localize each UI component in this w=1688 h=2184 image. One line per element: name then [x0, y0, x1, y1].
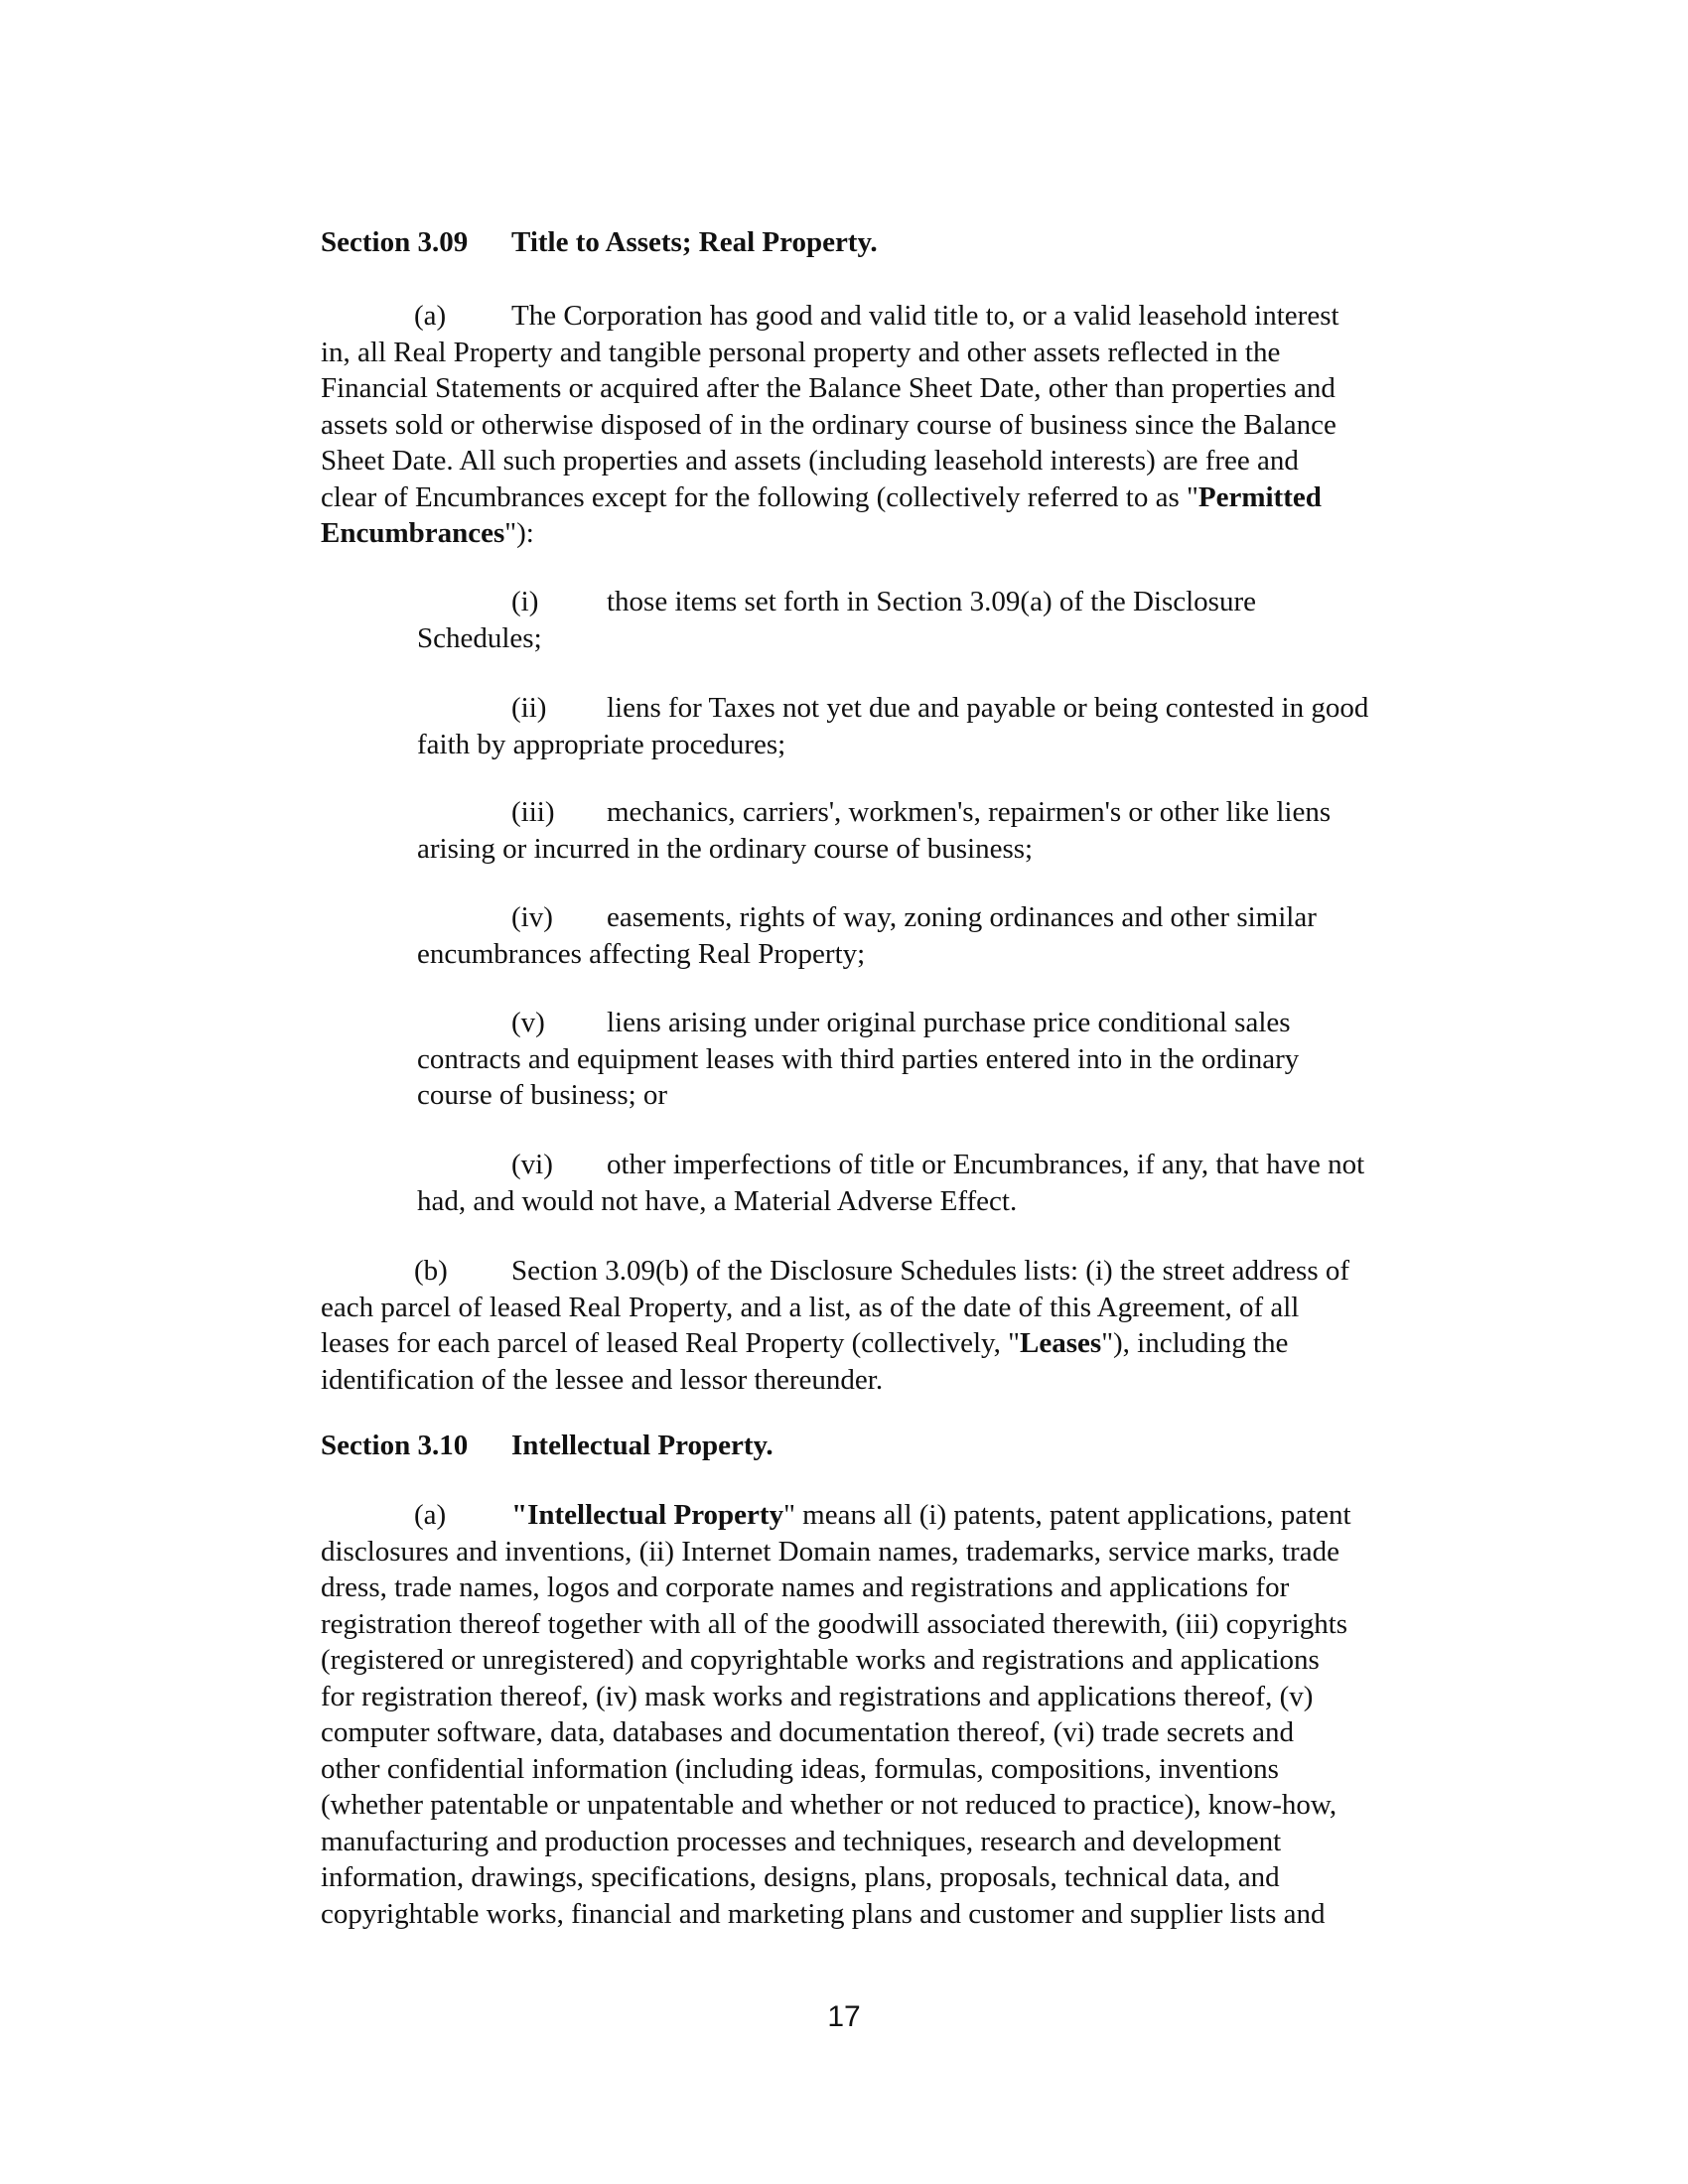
- paragraph-line: copyrightable works, financial and marketing plans and customer and supplier lists and: [321, 1897, 1326, 1930]
- paragraph-line: (b) Section 3.09(b) of the Disclosure Schedules lists: (i) the street address of: [321, 1253, 1458, 1290]
- paragraph-line: (whether patentable or unpatentable and whether or not reduced to practice), know-how,: [321, 1789, 1337, 1821]
- paragraph-line: faith by appropriate procedures;: [417, 728, 786, 760]
- section-number: Section 3.10: [321, 1430, 469, 1461]
- clause-label: (b): [414, 1255, 448, 1287]
- clause-label: (i): [511, 586, 539, 617]
- paragraph-line: identification of the lessee and lessor thereunder.: [321, 1363, 884, 1396]
- paragraph-line: (registered or unregistered) and copyrightable works and registrations and applications: [321, 1644, 1320, 1676]
- defined-term: "Intellectual Property: [511, 1499, 784, 1531]
- paragraph-line: (i) those items set forth in Section 3.09(a) of the Disclosure: [417, 584, 1465, 620]
- page-number: 17: [827, 2000, 861, 2033]
- clause-label: (a): [414, 1499, 447, 1531]
- paragraph-line: arising or incurred in the ordinary course of business;: [417, 832, 1034, 865]
- section-title: Title to Assets; Real Property.: [511, 226, 878, 258]
- clause-label: (iv): [511, 901, 553, 933]
- paragraph-3-09-a: [321, 298, 1458, 552]
- sub-item-v: [417, 1005, 1465, 1114]
- clause-label: (a): [414, 300, 447, 332]
- paragraph-line: (iii) mechanics, carriers', workmen's, repairmen's or other like liens: [417, 794, 1465, 831]
- paragraph-line: (a) The Corporation has good and valid title to, or a valid leasehold interest: [321, 298, 1458, 335]
- paragraph-line: disclosures and inventions, (ii) Internet Domain names, trademarks, service marks, trade: [321, 1535, 1339, 1568]
- paragraph-line: clear of Encumbrances except for the following (collectively referred to as "Permitted: [321, 480, 1322, 513]
- clause-label: (iii): [511, 796, 555, 828]
- paragraph-line: assets sold or otherwise disposed of in the ordinary course of business since the Balance: [321, 408, 1336, 441]
- section-3-10-heading: [321, 1428, 774, 1463]
- paragraph-line: encumbrances affecting Real Property;: [417, 937, 866, 970]
- paragraph-line: leases for each parcel of leased Real Property (collectively, "Leases"), including the: [321, 1327, 1289, 1359]
- sub-item-i: [417, 584, 1465, 656]
- paragraph-line: other confidential information (including ideas, formulas, compositions, inventions: [321, 1752, 1279, 1785]
- paragraph-line: (iv) easements, rights of way, zoning ordinances and other similar: [417, 899, 1465, 936]
- paragraph-line: (a) "Intellectual Property" means all (i) patents, patent applications, patent: [321, 1497, 1458, 1534]
- paragraph-line: each parcel of leased Real Property, and a list, as of the date of this Agreement, of all: [321, 1291, 1300, 1323]
- section-number: Section 3.09: [321, 226, 469, 258]
- defined-term: Permitted: [1197, 480, 1322, 513]
- defined-term: Encumbrances: [321, 517, 505, 549]
- sub-item-ii: [417, 690, 1465, 762]
- paragraph-line: for registration thereof, (iv) mask works and registrations and applications thereof, (v): [321, 1680, 1314, 1712]
- section-title: Intellectual Property.: [511, 1430, 774, 1461]
- paragraph-line: in, all Real Property and tangible personal property and other assets reflected in the: [321, 336, 1281, 368]
- defined-term: Leases: [1020, 1327, 1102, 1359]
- paragraph-line: (v) liens arising under original purchase price conditional sales: [417, 1005, 1465, 1041]
- section-3-09-heading: [321, 224, 878, 260]
- sub-item-iv: [417, 899, 1465, 972]
- paragraph-line: information, drawings, specifications, designs, plans, proposals, technical data, and: [321, 1861, 1280, 1893]
- paragraph-line: dress, trade names, logos and corporate names and registrations and applications for: [321, 1571, 1290, 1603]
- paragraph-line: registration thereof together with all of the goodwill associated therewith, (iii) copyrights: [321, 1607, 1348, 1640]
- clause-label: (vi): [511, 1149, 553, 1180]
- paragraph-line: contracts and equipment leases with third parties entered into in the ordinary: [417, 1042, 1300, 1075]
- paragraph-line: Encumbrances"):: [321, 517, 534, 549]
- paragraph-line: manufacturing and production processes and techniques, research and development: [321, 1825, 1282, 1857]
- paragraph-3-09-b: [321, 1253, 1458, 1398]
- paragraph-line: had, and would not have, a Material Adverse Effect.: [417, 1184, 1018, 1217]
- paragraph-line: (ii) liens for Taxes not yet due and payable or being contested in good: [417, 690, 1465, 727]
- paragraph-line: Sheet Date. All such properties and assets (including leasehold interests) are free and: [321, 445, 1299, 477]
- paragraph-line: course of business; or: [417, 1079, 668, 1111]
- paragraph-line: computer software, data, databases and documentation thereof, (vi) trade secrets and: [321, 1716, 1294, 1748]
- clause-label: (v): [511, 1007, 545, 1038]
- paragraph-line: Schedules;: [417, 621, 542, 654]
- sub-item-iii: [417, 794, 1465, 867]
- paragraph-line: Financial Statements or acquired after the Balance Sheet Date, other than properties and: [321, 372, 1336, 404]
- clause-label: (ii): [511, 692, 547, 724]
- paragraph-3-10-a: [321, 1497, 1458, 1932]
- sub-item-vi: [417, 1147, 1465, 1219]
- paragraph-line: (vi) other imperfections of title or Encumbrances, if any, that have not: [417, 1147, 1465, 1183]
